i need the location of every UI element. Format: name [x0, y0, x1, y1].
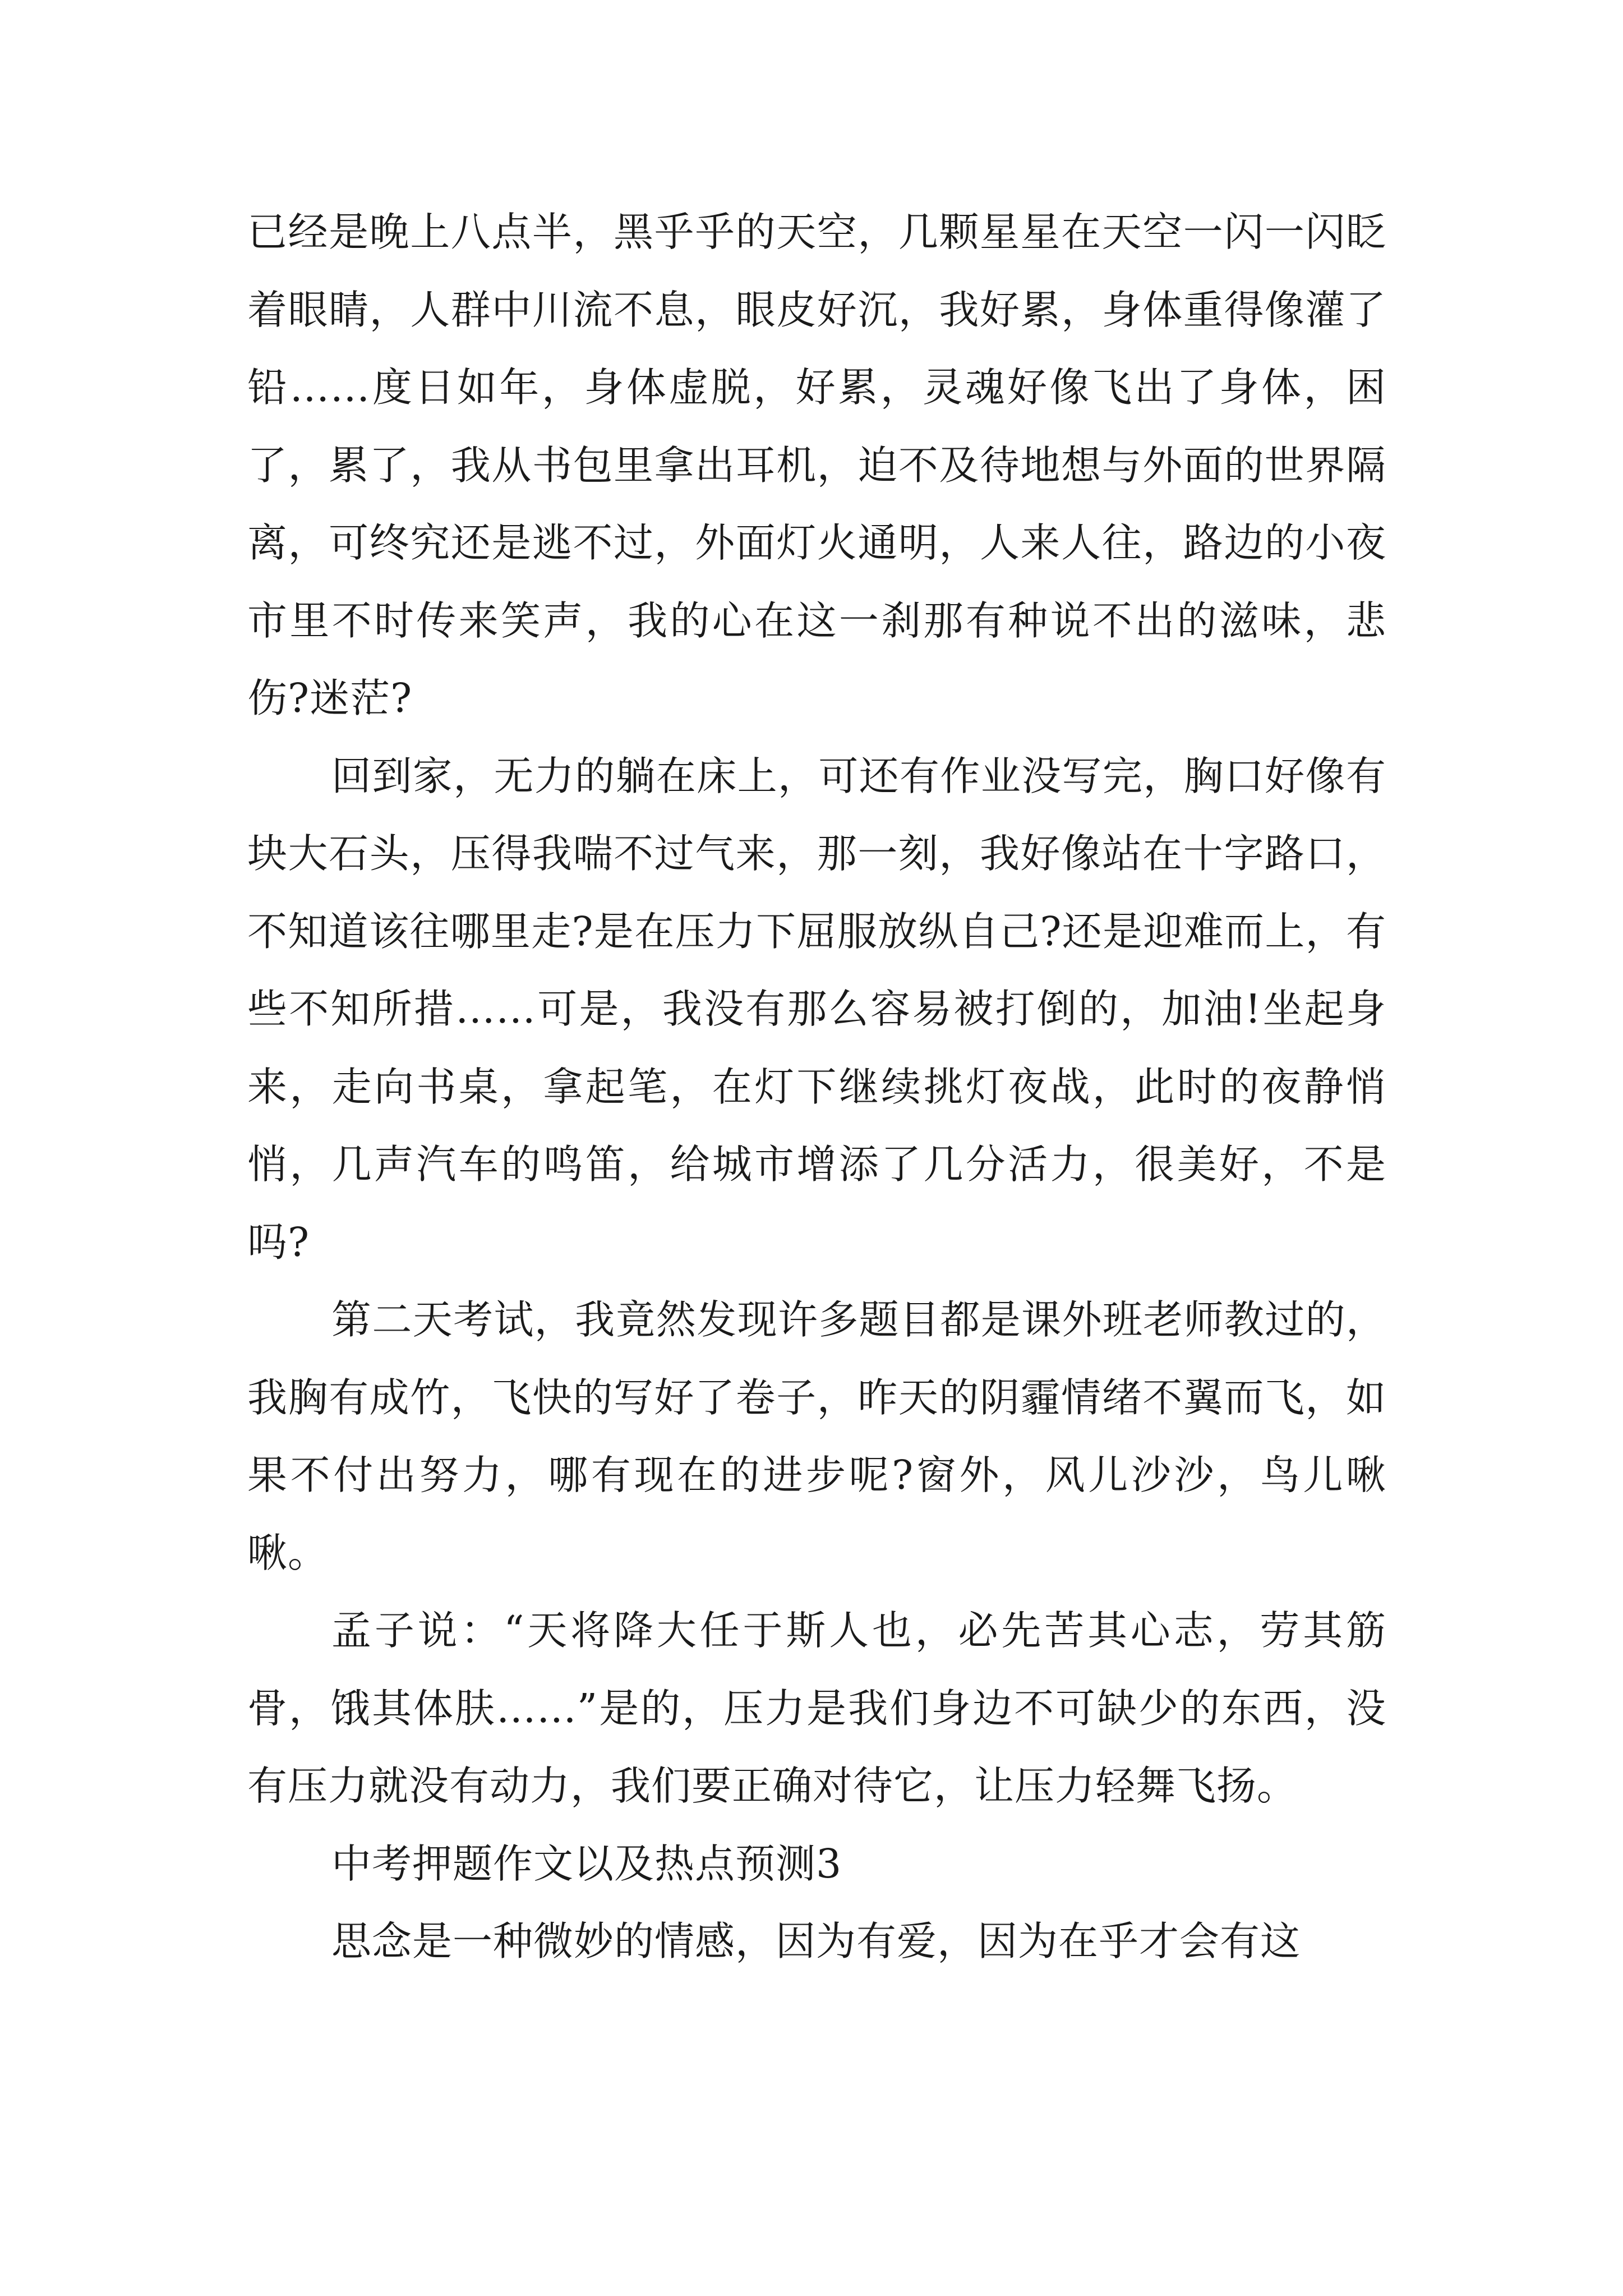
paragraph-5: 思念是一种微妙的情感，因为有爱，因为在乎才会有这 [331, 1918, 1301, 1964]
section-heading: 中考押题作文以及热点预测3 [331, 1840, 842, 1887]
paragraph-2: 回到家，无力的躺在床上，可还有作业没写完，胸口好像有块大石头，压得我喘不过气来，那一刻，我好像站在十字路口，不知道该往哪里走?是在压力下屈服放纵自己?还是迎难而上，有些不知所措……可是，我没有那么容易被打倒的，加油!坐起身来，走向书桌，拿起笔，在灯下继续挑灯夜战，此时的夜静悄悄，几声汽车的鸣笛，给城市增添了几分活力，很美好，不是吗? [247, 752, 1386, 1266]
paragraph-1: 已经是晚上八点半，黑乎乎的天空，几颗星星在天空一闪一闪眨着眼睛，人群中川流不息，眼皮好沉，我好累，身体重得像灌了铅……度日如年，身体虚脱，好累，灵魂好像飞出了身体，困了，累了，我从书包里拿出耳机，迫不及待地想与外面的世界隔离，可终究还是逃不过，外面灯火通明，人来人往，路边的小夜市里不时传来笑声，我的心在这一刹那有种说不出的滋味，悲伤?迷茫? [247, 209, 1386, 721]
paragraph-4: 孟子说：“天将降大任于斯人也，必先苦其心志，劳其筋骨，饿其体肤……”是的，压力是我们身边不可缺少的东西，没有压力就没有动力，我们要正确对待它，让压力轻舞飞扬。 [247, 1607, 1386, 1809]
paragraph-3: 第二天考试，我竟然发现许多题目都是课外班老师教过的，我胸有成竹，飞快的写好了卷子，昨天的阴霾情绪不翼而飞，如果不付出努力，哪有现在的进步呢?窗外，风儿沙沙，鸟儿啾啾。 [247, 1296, 1386, 1576]
document-body [247, 194, 1386, 1981]
